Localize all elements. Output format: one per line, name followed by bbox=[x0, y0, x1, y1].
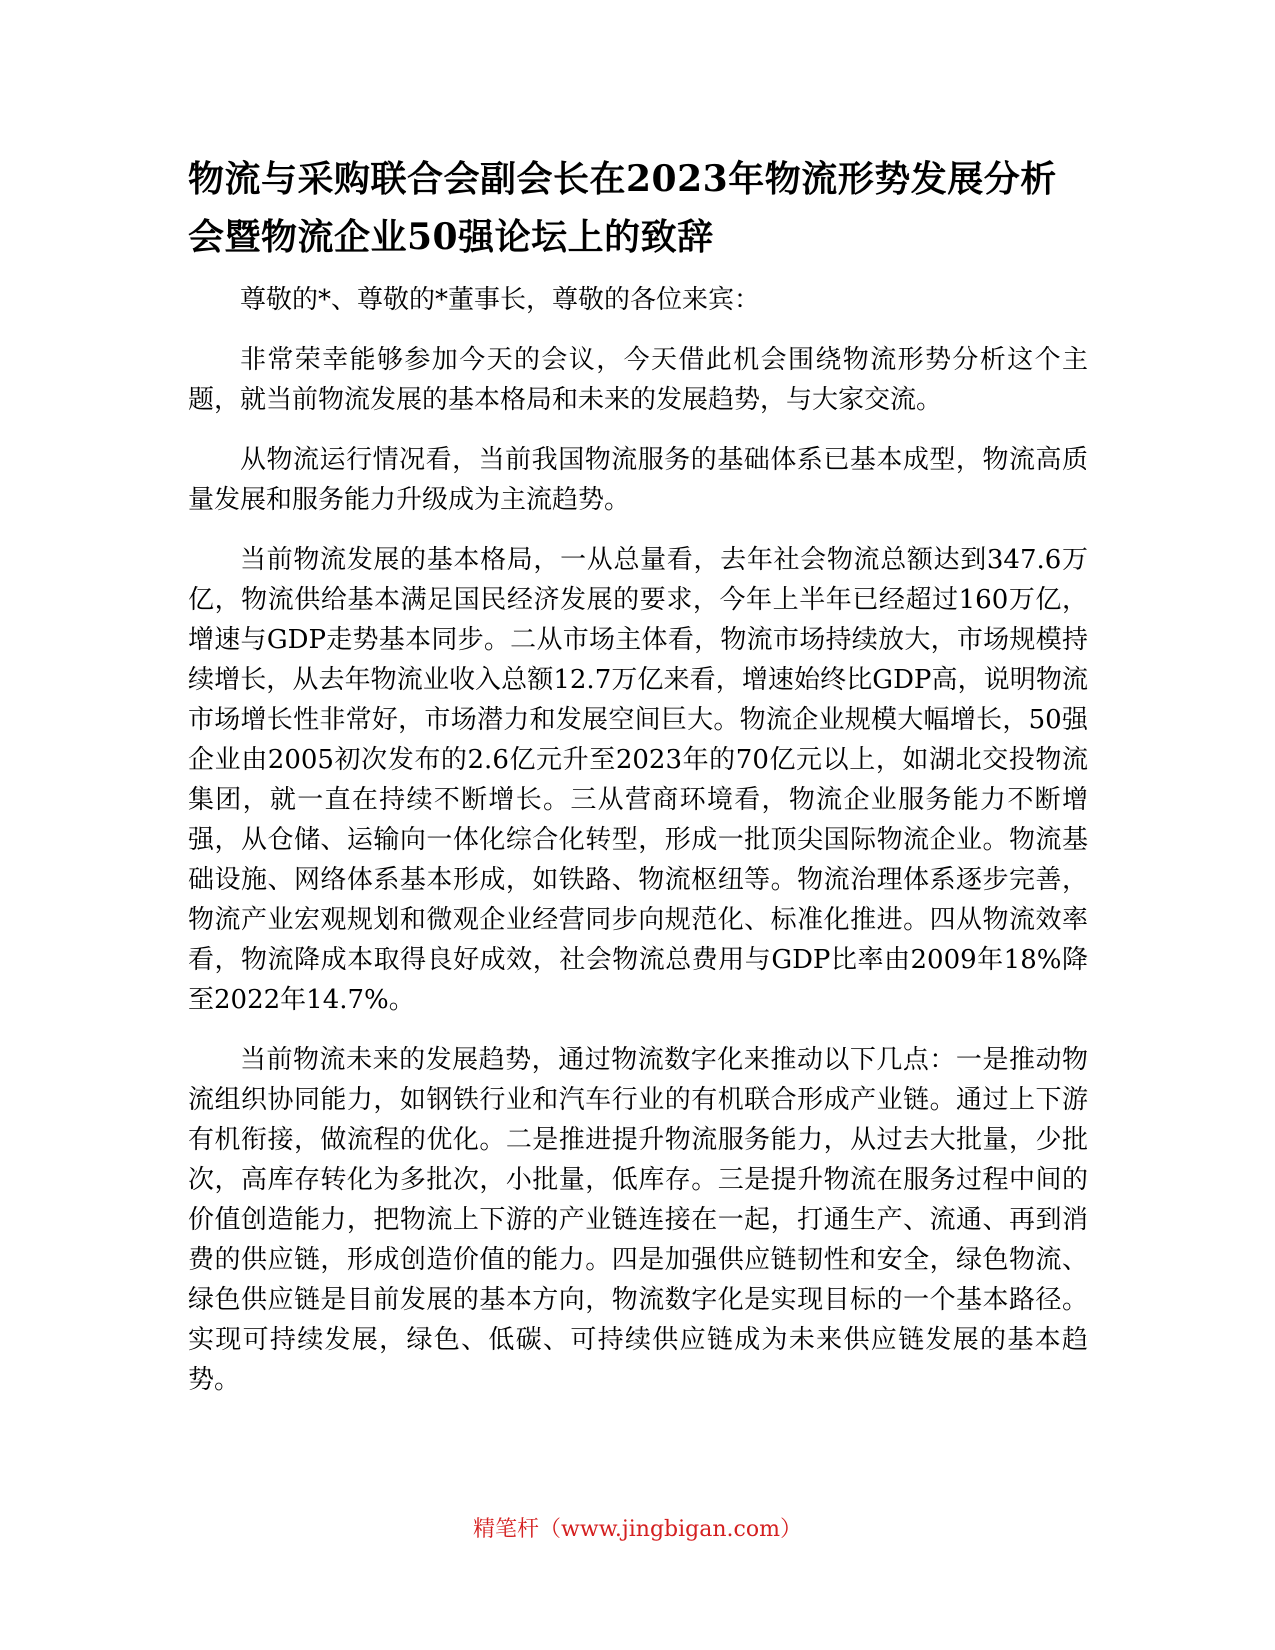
body-paragraph: 非常荣幸能够参加今天的会议，今天借此机会围绕物流形势分析这个主题，就当前物流发展的基本格局和未来的发展趋势，与大家交流。 bbox=[188, 345, 1088, 415]
body-paragraph: 当前物流未来的发展趋势，通过物流数字化来推动以下几点：一是推动物流组织协同能力，如钢铁行业和汽车行业的有机联合形成产业链。通过上下游有机衔接，做流程的优化。二是推进提升物流服务能力，从过去大批量，少批次，高库存转化为多批次，小批量，低库存。三是提升物流在服务过程中间的价值创造能力，把物流上下游的产业链连接在一起，打通生产、流通、再到消费的供应链，形成创造价值的能力。四是加强供应链韧性和安全，绿色物流、绿色供应链是目前发展的基本方向，物流数字化是实现目标的一个基本路径。实现可持续发展，绿色、低碳、可持续供应链成为未来供应链发展的基本趋势。 bbox=[188, 1045, 1088, 1395]
body-paragraph: 当前物流发展的基本格局，一从总量看，去年社会物流总额达到347.6万亿，物流供给基本满足国民经济发展的要求，今年上半年已经超过160万亿，增速与GDP走势基本同步。二从市场主体看，物流市场持续放大，市场规模持续增长，从去年物流业收入总额12.7万亿来看，增速始终比GDP高，说明物流市场增长性非常好，市场潜力和发展空间巨大。物流企业规模大幅增长，50强企业由2005初次发布的2.6亿元升至2023年的70亿元以上，如湖北交投物流集团，就一直在持续不断增长。三从营商环境看，物流企业服务能力不断增强，从仓储、运输向一体化综合化转型，形成一批顶尖国际物流企业。物流基础设施、网络体系基本形成，如铁路、物流枢纽等。物流治理体系逐步完善，物流产业宏观规划和微观企业经营同步向规范化、标准化推进。四从物流效率看，物流降成本取得良好成效，社会物流总费用与GDP比率由2009年18%降至2022年14.7%。 bbox=[188, 545, 1088, 1015]
document-title: 物流与采购联合会副会长在2023年物流形势发展分析会暨物流企业50强论坛上的致辞 bbox=[188, 158, 1057, 258]
body-paragraph: 从物流运行情况看，当前我国物流服务的基础体系已基本成型，物流高质量发展和服务能力升级成为主流趋势。 bbox=[188, 445, 1088, 515]
salutation-paragraph: 尊敬的*、尊敬的*董事长，尊敬的各位来宾： bbox=[240, 285, 761, 315]
footer-source-link[interactable]: 精笔杆（www.jingbigan.com） bbox=[473, 1517, 802, 1542]
document-body bbox=[188, 280, 1088, 1420]
